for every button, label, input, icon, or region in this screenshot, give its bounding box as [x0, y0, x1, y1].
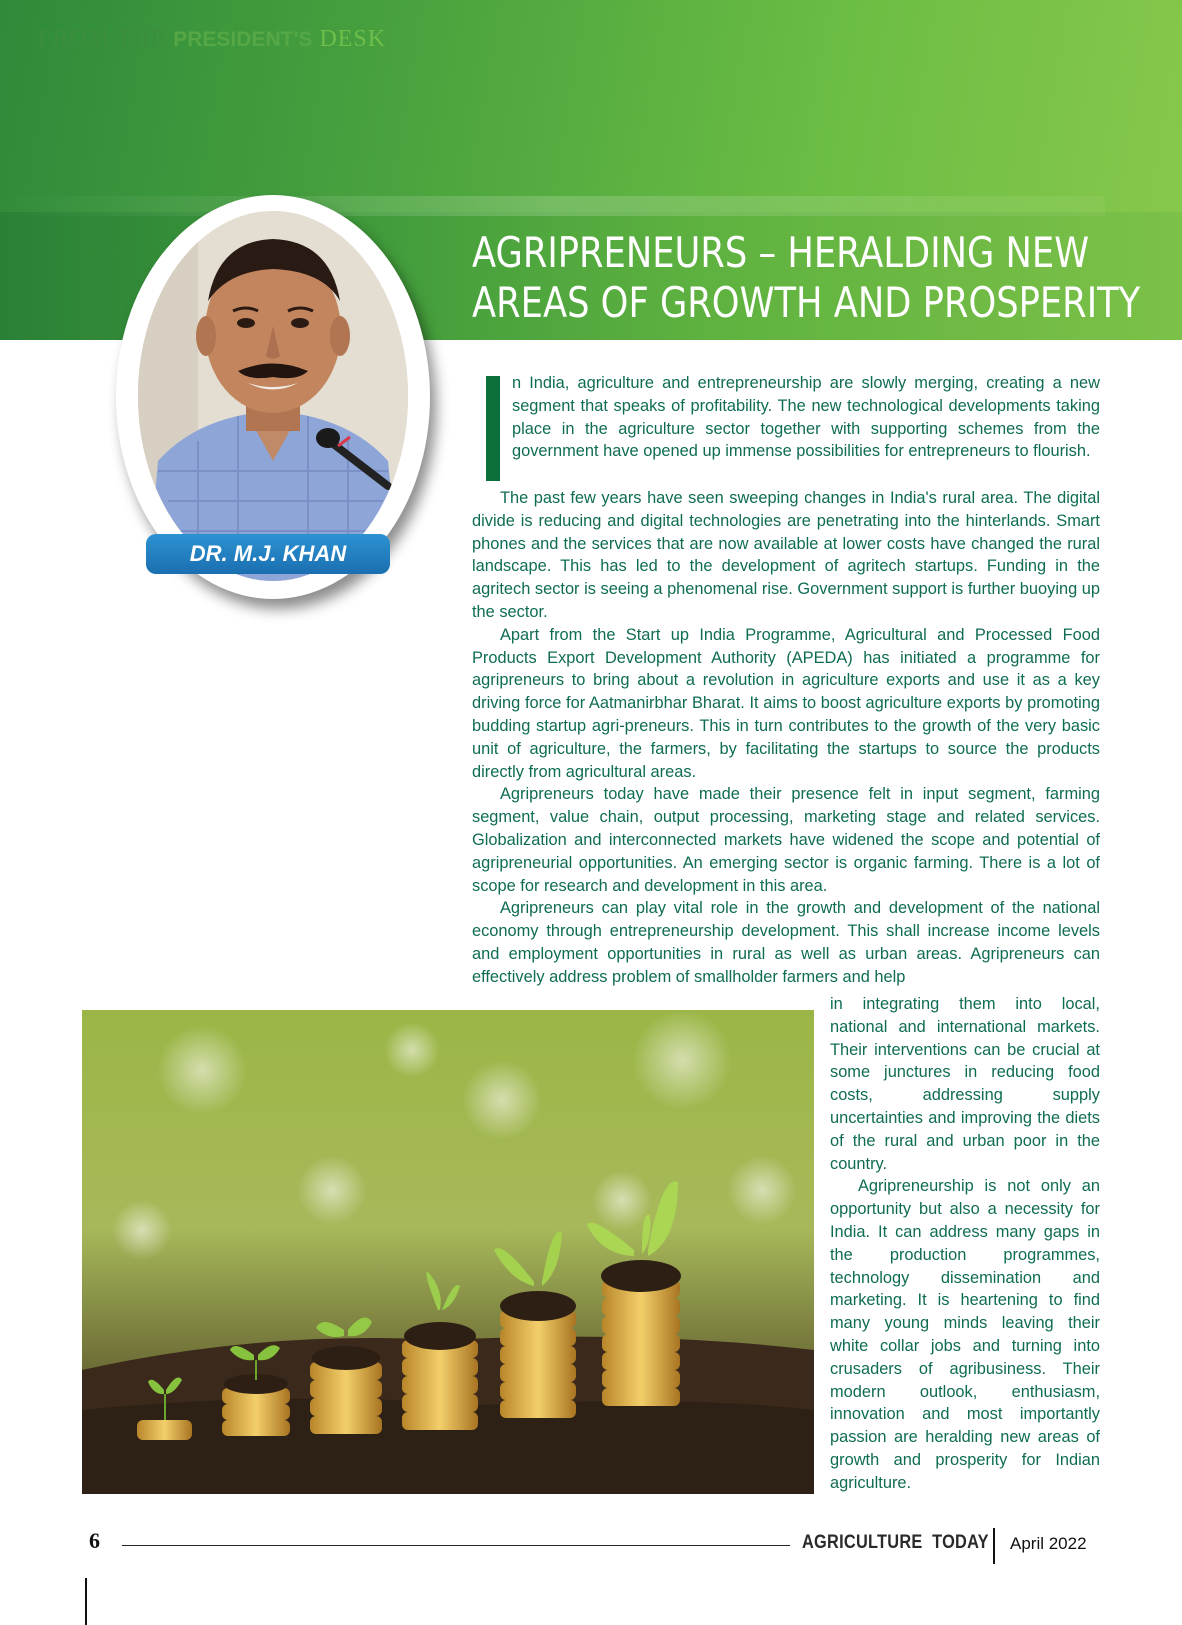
- footer-rule: [122, 1545, 790, 1546]
- section-label: [38, 26, 386, 53]
- paragraph-5-continued: in integrating them into local, national and international markets. Their interventions can be crucial at some junctures in reducing food costs, addressing supply uncertainties and improving the diets of the rural and urban poor in the country.: [830, 995, 1100, 1173]
- paragraph-6: Agripreneurship is not only an opportunity but also a necessity for India. It can address many gaps in the production programmes, technology dissemination and marketing. It is heartening to find many young minds leaving their white collar jobs and turning into crusaders of agribusiness. Their modern outlook, enthusiasm, innovation and most importantly passion are heralding new areas of growth and prosperity for Indian agriculture.: [830, 1177, 1100, 1492]
- headline-line-2: AREAS OF GROWTH AND PROSPERITY: [472, 278, 1141, 327]
- paragraph-4: Agripreneurs today have made their presence felt in input segment, farming segment, value chain, output processing, marketing stage and related services. Globalization and interconnected markets have widened the scope and potential of agripreneurial opportunities. An emerging sector is organic farming. There is a lot of scope for research and development in this area.: [472, 785, 1100, 895]
- article-headline: [472, 228, 1141, 328]
- margin-line: [85, 1578, 87, 1625]
- article-body-main: [472, 487, 1100, 989]
- section-label-part3: DESK: [312, 26, 387, 52]
- footer-separator: [993, 1528, 995, 1564]
- paragraph-5: Agripreneurs can play vital role in the growth and development of the national economy through entrepreneurship development. This shall increase income levels and employment opportunities in rural as well as urban areas. Agripreneurs can effectively address problem of smallholder farmers and help: [472, 899, 1100, 986]
- issue-date: April 2022: [1010, 1534, 1087, 1553]
- section-label-part2: PRESIDENT'S: [173, 28, 313, 51]
- article-body-narrow: [830, 993, 1100, 1495]
- paragraph-2: The past few years have seen sweeping changes in India's rural area. The digital divide is reducing and digital technologies are penetrating into the hinterlands. Smart phones and the services that are now available at lower costs have changed the rural landscape. This has led to the development of agritech startups. Funding in the agritech sector is seeing a phenomenal rise. Government support is further buoying up the sector.: [472, 489, 1100, 621]
- lead-paragraph: [512, 372, 1100, 463]
- page-number: 6: [89, 1528, 100, 1553]
- headline-line-1: AGRIPRENEURS – HERALDING NEW: [472, 228, 1090, 277]
- author-name-tag: DR. M.J. KHAN: [146, 534, 390, 574]
- drop-cap-letter: [486, 376, 500, 481]
- paragraph-3: Apart from the Start up India Programme, Agricultural and Processed Food Products Export Development Authority (APEDA) has initiated a programme for agripreneurs to bring about a revolution in agriculture exports and use it as a key driving force for Aatmanirbhar Bharat. It aims to boost agriculture exports by promoting budding startup agri-preneurs. This in turn contributes to the growth of the very basic unit of agriculture, the farmers, by facilitating the startups to source the products directly from agricultural areas.: [472, 625, 1100, 781]
- lead-paragraph-text: n India, agriculture and entrepreneurship are slowly merging, creating a new segment that speaks of profitability. The new technological developments taking place in the agriculture sector together with supporting schemes from the government have opened up immense possibilities for entrepreneurs to flourish.: [512, 374, 1100, 461]
- section-label-part1: FROM THE: [38, 26, 174, 52]
- coin-plant-growth-image: [82, 1010, 814, 1494]
- magazine-name: AGRICULTURE TODAY: [802, 1532, 989, 1553]
- author-portrait: [138, 211, 408, 581]
